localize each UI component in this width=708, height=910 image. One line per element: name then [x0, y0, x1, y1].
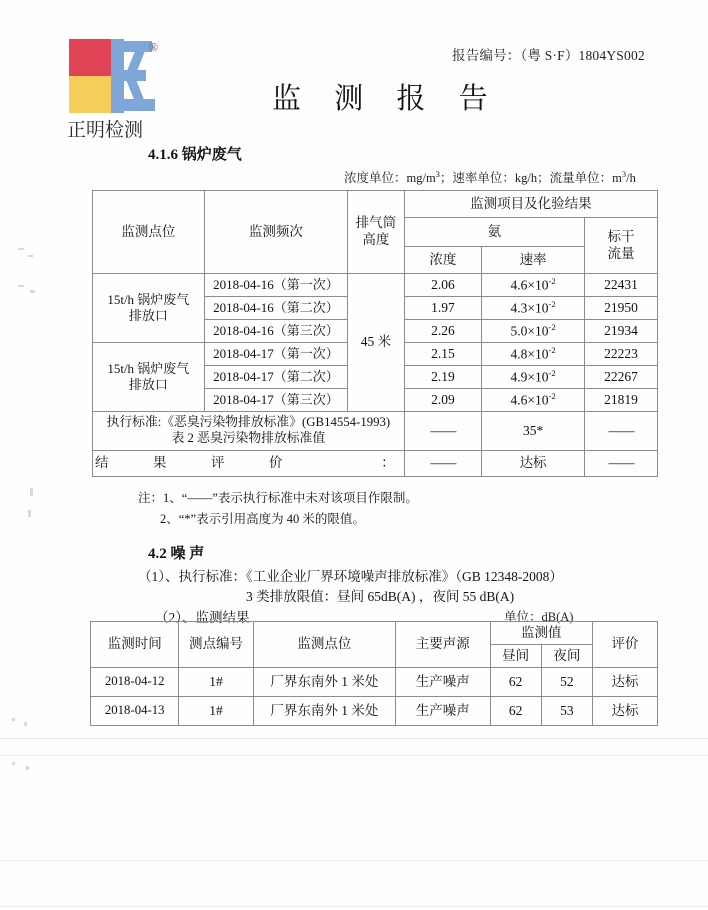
scan-artifact-dot — [28, 255, 33, 257]
scan-artifact-dot — [12, 718, 15, 721]
col-header-concentration: 浓度 — [404, 247, 481, 274]
noise-standard-block — [138, 567, 563, 608]
cell-concentration: 2.15 — [404, 343, 481, 366]
col-header-point-no: 测点编号 — [179, 622, 253, 668]
cell-frequency: 2018-04-17（第二次） — [204, 366, 348, 389]
cell-day-value: 62 — [490, 697, 541, 726]
cell-concentration: 2.09 — [404, 389, 481, 412]
col-header-stack-height — [348, 191, 405, 274]
gas-table-notes — [138, 488, 418, 529]
col-header-pollutant: 氨 — [404, 218, 584, 247]
scan-artifact-dot — [30, 488, 33, 496]
cell-frequency: 2018-04-17（第三次） — [204, 389, 348, 412]
scan-artifact-dot — [30, 290, 35, 293]
cell-time: 2018-04-13 — [91, 697, 179, 726]
scan-artifact-dot — [24, 722, 27, 726]
gas-unit-sup-1: 3 — [435, 168, 440, 179]
col-header-point: 监测点位 — [253, 622, 395, 668]
cell-evaluation-rate: 达标 — [482, 451, 585, 477]
logo-mark-icon — [69, 39, 155, 113]
cell-night-value: 53 — [541, 697, 592, 726]
cell-standard-label-l2: 表 2 恶臭污染物排放标准值 — [171, 431, 326, 445]
registered-trademark-icon: ® — [149, 40, 159, 54]
scan-artifact-dot — [28, 510, 31, 517]
cell-rate-mantissa: 4.9×10 — [510, 369, 549, 385]
gas-unit-sup-2: 3 — [621, 168, 627, 179]
col-header-point: 监测点位 — [93, 191, 205, 274]
cell-flow: 21934 — [584, 320, 657, 343]
section-heading-noise: 4.2 噪 声 — [148, 546, 205, 562]
gas-unit-line — [344, 168, 636, 186]
table-row — [93, 274, 658, 297]
col-header-results-group: 监测项目及化验结果 — [404, 191, 657, 218]
company-name: 正明检测 — [67, 119, 144, 141]
cell-rate-mantissa: 4.3×10 — [510, 300, 549, 316]
col-header-rate: 速率 — [482, 247, 585, 274]
table-header-row — [91, 622, 658, 645]
col-header-flow — [584, 218, 657, 274]
col-header-stack-height-l1: 排气筒 — [355, 215, 397, 231]
section-heading-gas: 4.1.6 锅炉废气 — [148, 147, 242, 163]
col-header-night: 夜间 — [541, 645, 592, 668]
col-header-values-group: 监测值 — [490, 622, 592, 645]
cell-flow: 22267 — [584, 366, 657, 389]
scan-artifact-line — [0, 906, 708, 907]
cell-rate-mantissa: 4.8×10 — [510, 346, 549, 362]
note-item-1: 注：1、“——”表示执行标准中未对该项目作限制。 — [138, 491, 418, 505]
noise-results-label: （2）、监测结果 — [155, 610, 250, 625]
gas-unit-prefix: 浓度单位：mg/m — [344, 171, 436, 185]
standard-row — [93, 412, 658, 451]
col-header-source: 主要声源 — [396, 622, 491, 668]
cell-point: 厂界东南外 1 米处 — [253, 668, 395, 697]
scan-artifact-dot — [18, 248, 24, 250]
cell-point — [93, 343, 205, 412]
cell-point-l1: 15t/h 锅炉废气 — [107, 291, 190, 307]
cell-rate-exponent: -2 — [548, 321, 556, 332]
table-header-row — [93, 191, 658, 218]
cell-rate-exponent: -2 — [548, 275, 556, 286]
noise-unit-label: 单位：dB(A) — [504, 610, 574, 624]
cell-rate-exponent: -2 — [548, 367, 556, 378]
cell-evaluation: 达标 — [592, 668, 657, 697]
cell-rate-mantissa: 5.0×10 — [510, 323, 549, 339]
company-logo — [67, 39, 175, 142]
cell-rate — [482, 320, 585, 343]
cell-evaluation-label — [93, 451, 405, 477]
cell-flow: 22431 — [584, 274, 657, 297]
col-header-stack-height-l2: 高度 — [362, 232, 390, 247]
cell-concentration: 2.06 — [404, 274, 481, 297]
cell-evaluation-flow: —— — [584, 451, 657, 477]
cell-point-l1: 15t/h 锅炉废气 — [107, 360, 190, 376]
cell-evaluation-label-colon: ： — [381, 455, 396, 471]
table-row — [91, 697, 658, 726]
cell-source: 生产噪声 — [396, 697, 491, 726]
cell-standard-label-l1: 执行标准:《恶臭污染物排放标准》(GB14554-1993) — [106, 415, 391, 430]
cell-flow: 21819 — [584, 389, 657, 412]
cell-point-no: 1# — [179, 668, 253, 697]
scan-artifact-dot — [12, 762, 15, 765]
cell-rate — [482, 274, 585, 297]
logo-yellow-square — [69, 76, 111, 113]
cell-flow: 22223 — [584, 343, 657, 366]
col-header-flow-l1: 标干 — [607, 228, 635, 244]
scan-artifact-line — [0, 860, 708, 861]
cell-day-value: 62 — [490, 668, 541, 697]
cell-point-l2: 排放口 — [128, 377, 168, 392]
cell-time: 2018-04-12 — [91, 668, 179, 697]
cell-night-value: 52 — [541, 668, 592, 697]
cell-source: 生产噪声 — [396, 668, 491, 697]
cell-stack-height: 45 米 — [348, 274, 405, 412]
cell-frequency: 2018-04-16（第三次） — [204, 320, 348, 343]
cell-flow: 21950 — [584, 297, 657, 320]
report-number: 报告编号：（粤 S·F）1804YS002 — [452, 48, 645, 63]
col-header-flow-l2: 流量 — [607, 245, 635, 261]
cell-rate — [482, 366, 585, 389]
logo-red-square — [69, 39, 111, 76]
gas-results-table — [92, 190, 658, 477]
evaluation-row — [93, 451, 658, 477]
cell-standard-flow: —— — [584, 412, 657, 451]
scan-artifact-line — [0, 738, 708, 739]
cell-standard-concentration: —— — [404, 412, 481, 451]
page-title: 监 测 报 告 — [272, 81, 500, 115]
cell-concentration: 2.19 — [404, 366, 481, 389]
scan-artifact-dot — [18, 285, 24, 287]
cell-rate — [482, 389, 585, 412]
cell-rate — [482, 297, 585, 320]
cell-rate — [482, 343, 585, 366]
cell-concentration: 1.97 — [404, 297, 481, 320]
gas-unit-suffix: /h — [626, 171, 636, 185]
col-header-day: 昼间 — [490, 645, 541, 668]
cell-point — [93, 274, 205, 343]
cell-concentration: 2.26 — [404, 320, 481, 343]
note-item-2: 2、“*”表示引用高度为 40 米的限值。 — [160, 511, 365, 526]
cell-evaluation-concentration: —— — [404, 451, 481, 477]
col-header-frequency: 监测频次 — [204, 191, 348, 274]
col-header-time: 监测时间 — [91, 622, 179, 668]
noise-results-table — [90, 621, 658, 726]
cell-rate-mantissa: 4.6×10 — [510, 392, 549, 408]
page-header — [0, 0, 708, 145]
scan-artifact-dot — [26, 766, 29, 770]
cell-standard-rate: 35* — [482, 412, 585, 451]
scan-artifact-line — [0, 755, 708, 756]
gas-unit-mid: ；速率单位：kg/h；流量单位：m — [439, 171, 622, 185]
cell-rate-exponent: -2 — [548, 298, 556, 309]
cell-rate-exponent: -2 — [548, 390, 556, 401]
cell-evaluation-label-text: 结 果 评 价 — [95, 455, 284, 471]
cell-standard-label — [93, 412, 405, 451]
cell-evaluation: 达标 — [592, 697, 657, 726]
cell-frequency: 2018-04-17（第一次） — [204, 343, 348, 366]
cell-point-l2: 排放口 — [128, 308, 168, 323]
cell-frequency: 2018-04-16（第一次） — [204, 274, 348, 297]
col-header-evaluation: 评价 — [592, 622, 657, 668]
cell-point: 厂界东南外 1 米处 — [253, 697, 395, 726]
noise-standard-line-1: （1）、执行标准：《工业企业厂界环境噪声排放标准》（GB 12348-2008） — [138, 569, 563, 584]
cell-point-no: 1# — [179, 697, 253, 726]
table-row — [91, 668, 658, 697]
noise-standard-line-2: 3 类排放限值：昼间 65dB(A) ，夜间 55 dB(A) — [246, 589, 515, 605]
cell-rate-mantissa: 4.6×10 — [510, 277, 549, 293]
cell-rate-exponent: -2 — [548, 344, 556, 355]
cell-frequency: 2018-04-16（第二次） — [204, 297, 348, 320]
